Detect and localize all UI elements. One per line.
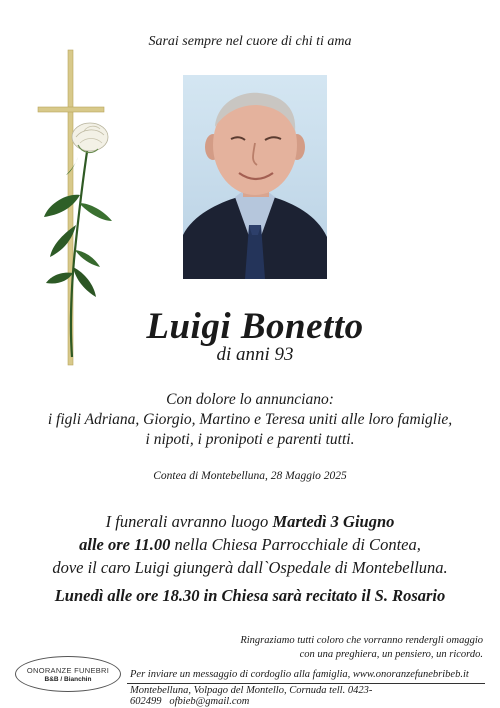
logo-top-text: ONORANZE FUNEBRI [26,665,110,675]
email-link[interactable]: ofbieb@gmail.com [169,696,250,707]
thanks-text [163,634,483,662]
address-text: Montebelluna, Volpago del Montello, Cornuda tell. 0423-602499 [130,685,373,707]
rosary-notice: Lunedì alle ore 18.30 in Chiesa sarà recitato il S. Rosario [54,586,446,605]
thanks-line1: Ringraziamo tutti coloro che vorranno rendergli omaggio [240,635,483,646]
footer-divider [127,683,485,684]
footer-address [130,685,490,707]
announcement-block [0,390,500,450]
motto-text: Sarai sempre nel cuore di chi ti ama [148,34,352,49]
announcement-line1: i figli Adriana, Giorgio, Martino e Teresa uniti alle loro famiglie, [47,411,453,428]
funeral-line1-text: I funerali avranno luogo [105,512,273,531]
thanks-line2: con una preghiera, un pensiero, un ricordo. [299,649,483,660]
funeral-line3: dove il caro Luigi giungerà dall`Ospedale di Montebelluna. [52,558,448,577]
condolence-link[interactable]: Per inviare un messaggio di cordoglio alla famiglia, www.onoranzefunebribeb.it [130,669,469,680]
portrait-photo [183,75,327,279]
deceased-age: di anni 93 [216,344,294,365]
funeral-home-logo [15,656,121,692]
announcement-intro: Con dolore lo annunciano: [166,391,334,408]
funeral-line2 [0,533,500,556]
funeral-details [0,510,500,579]
deceased-name: Luigi Bonetto [146,306,364,347]
funeral-line1 [0,510,500,533]
place-date: Contea di Montebelluna, 28 Maggio 2025 [153,470,347,482]
announcement-line2: i nipoti, i pronipoti e parenti tutti. [145,431,355,448]
funeral-time: alle ore 11.00 [79,535,171,554]
funeral-date: Martedì 3 Giugno [272,512,395,531]
logo-bottom-text: B&B / Bianchin [44,675,92,683]
funeral-church: nella Chiesa Parrocchiale di Contea, [170,535,421,554]
